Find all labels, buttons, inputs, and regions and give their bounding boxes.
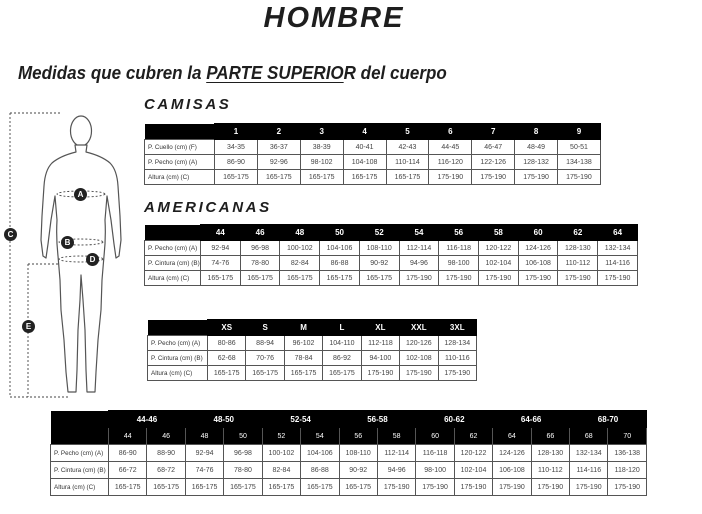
grouped-size-header: 46 <box>147 428 185 445</box>
letters-cell: 94-100 <box>361 351 399 366</box>
letters-row-label: Altura (cm) (C) <box>148 366 208 381</box>
americanas-size-header: 62 <box>558 225 598 241</box>
americanas-size-header: 58 <box>479 225 519 241</box>
marker-d: D <box>86 253 99 266</box>
camisas-size-header: 8 <box>515 124 558 140</box>
grouped-size-header: 50 <box>224 428 262 445</box>
letters-size-header: XS <box>208 320 246 336</box>
body-figure <box>0 105 140 405</box>
grouped-cell: 66-72 <box>109 462 147 479</box>
americanas-row-label: P. Pecho (cm) (A) <box>145 241 201 256</box>
subtitle-post: R del cuerpo <box>343 62 447 83</box>
grouped-size-header: 64 <box>493 428 531 445</box>
camisas-size-header: 9 <box>558 124 601 140</box>
grouped-cell: 74-76 <box>185 462 223 479</box>
americanas-cell: 175-190 <box>558 271 598 286</box>
grouped-cell: 100-102 <box>262 445 300 462</box>
grouped-cell: 175-190 <box>493 479 531 496</box>
letters-cell: 112-118 <box>361 336 399 351</box>
americanas-row <box>145 256 638 271</box>
grouped-cell: 165-175 <box>185 479 223 496</box>
grouped-cell: 98-100 <box>416 462 454 479</box>
camisas-cell: 38-39 <box>300 140 343 155</box>
grouped-cell: 175-190 <box>531 479 569 496</box>
americanas-cell: 78-80 <box>240 256 280 271</box>
letters-row-label: P. Cintura (cm) (B) <box>148 351 208 366</box>
letters-cell: 102-108 <box>400 351 438 366</box>
camisas-cell: 175-190 <box>515 170 558 185</box>
camisas-cell: 44-45 <box>429 140 472 155</box>
americanas-cell: 92-94 <box>201 241 241 256</box>
camisas-size-header: 5 <box>386 124 429 140</box>
group-header: 64-66 <box>493 411 570 428</box>
grouped-cell: 116-118 <box>416 445 454 462</box>
letters-cell: 165-175 <box>284 366 322 381</box>
grouped-size-header: 70 <box>608 428 647 445</box>
grouped-cell: 86-88 <box>301 462 339 479</box>
grouped-size-header: 44 <box>109 428 147 445</box>
letters-cell: 80-86 <box>208 336 246 351</box>
camisas-cell: 134-138 <box>558 155 601 170</box>
grouped-cell: 175-190 <box>608 479 647 496</box>
americanas-cell: 124-126 <box>518 241 558 256</box>
letters-cell: 175-190 <box>438 366 476 381</box>
camisas-cell: 128-132 <box>515 155 558 170</box>
grouped-cell: 175-190 <box>570 479 608 496</box>
camisas-cell: 48-49 <box>515 140 558 155</box>
grouped-cell: 120-122 <box>454 445 492 462</box>
marker-b: B <box>61 236 74 249</box>
grouped-cell: 68-72 <box>147 462 185 479</box>
page-title: HOMBRE <box>263 2 405 34</box>
letters-size-header: XXL <box>400 320 438 336</box>
camisas-cell: 98-102 <box>300 155 343 170</box>
americanas-cell: 74-76 <box>201 256 241 271</box>
grouped-cell: 165-175 <box>262 479 300 496</box>
grouped-cell: 110-112 <box>531 462 569 479</box>
grouped-cell: 165-175 <box>109 479 147 496</box>
grouped-cell: 165-175 <box>301 479 339 496</box>
grouped-cell: 86-90 <box>109 445 147 462</box>
camisas-cell: 175-190 <box>472 170 515 185</box>
subtitle-underline: PARTE SUPERIO <box>206 62 344 83</box>
camisas-cell: 165-175 <box>257 170 300 185</box>
letters-size-header: L <box>323 320 361 336</box>
grouped-size-header: 48 <box>185 428 223 445</box>
americanas-cell: 110-112 <box>558 256 598 271</box>
subtitle-pre: Medidas que cubren la <box>18 62 207 83</box>
grouped-cell: 165-175 <box>224 479 262 496</box>
americanas-size-header: 64 <box>598 225 638 241</box>
letters-row <box>148 351 477 366</box>
group-header: 68-70 <box>570 411 647 428</box>
camisas-row-label: P. Cuello (cm) (F) <box>145 140 215 155</box>
americanas-cell: 96-98 <box>240 241 280 256</box>
grouped-cell: 78-80 <box>224 462 262 479</box>
camisas-size-header: 6 <box>429 124 472 140</box>
camisas-row <box>145 140 601 155</box>
americanas-cell: 108-110 <box>359 241 399 256</box>
letters-cell: 175-190 <box>400 366 438 381</box>
grouped-cell: 175-190 <box>454 479 492 496</box>
americanas-cell: 165-175 <box>359 271 399 286</box>
camisas-cell: 104-108 <box>343 155 386 170</box>
letters-cell: 96-102 <box>284 336 322 351</box>
letters-cell: 110-116 <box>438 351 476 366</box>
marker-e: E <box>22 320 35 333</box>
camisas-cell: 42-43 <box>386 140 429 155</box>
americanas-row-label: Altura (cm) (C) <box>145 271 201 286</box>
grouped-size-header: 54 <box>301 428 339 445</box>
americanas-size-header: 54 <box>399 225 439 241</box>
camisas-cell: 122-126 <box>472 155 515 170</box>
camisas-cell: 110-114 <box>386 155 429 170</box>
grouped-size-header: 66 <box>531 428 569 445</box>
camisas-row-label: P. Pecho (cm) (A) <box>145 155 215 170</box>
grouped-cell: 132-134 <box>570 445 608 462</box>
americanas-row <box>145 241 638 256</box>
camisas-cell: 86-90 <box>215 155 258 170</box>
camisas-cell: 116-120 <box>429 155 472 170</box>
grouped-cell: 165-175 <box>339 479 377 496</box>
letters-cell: 165-175 <box>246 366 284 381</box>
letters-cell: 70-76 <box>246 351 284 366</box>
letters-cell: 88-94 <box>246 336 284 351</box>
americanas-cell: 90-92 <box>359 256 399 271</box>
camisas-title: CAMISAS <box>144 96 232 113</box>
grouped-cell: 165-175 <box>147 479 185 496</box>
americanas-cell: 94-96 <box>399 256 439 271</box>
americanas-cell: 104-106 <box>320 241 360 256</box>
grouped-cell: 90-92 <box>339 462 377 479</box>
grouped-cell: 96-98 <box>224 445 262 462</box>
grouped-cell: 82-84 <box>262 462 300 479</box>
camisas-table <box>144 123 601 185</box>
americanas-cell: 116-118 <box>439 241 479 256</box>
subtitle <box>18 62 447 84</box>
figure-body <box>41 145 121 392</box>
group-header: 56-58 <box>339 411 416 428</box>
americanas-size-header: 60 <box>518 225 558 241</box>
camisas-cell: 165-175 <box>215 170 258 185</box>
group-header: 48-50 <box>185 411 262 428</box>
americanas-cell: 106-108 <box>518 256 558 271</box>
americanas-cell: 120-122 <box>479 241 519 256</box>
camisas-size-header: 4 <box>343 124 386 140</box>
americanas-title: AMERICANAS <box>144 199 272 216</box>
americanas-size-header: 56 <box>439 225 479 241</box>
grouped-cell: 102-104 <box>454 462 492 479</box>
grouped-size-header: 58 <box>377 428 415 445</box>
americanas-cell: 98-100 <box>439 256 479 271</box>
letters-size-header: S <box>246 320 284 336</box>
letters-cell: 120-126 <box>400 336 438 351</box>
letters-cell: 175-190 <box>361 366 399 381</box>
letters-cell: 86-92 <box>323 351 361 366</box>
americanas-cell: 112-114 <box>399 241 439 256</box>
letters-cell: 165-175 <box>208 366 246 381</box>
grouped-cell: 104-106 <box>301 445 339 462</box>
letters-row-label: P. Pecho (cm) (A) <box>148 336 208 351</box>
grouped-row-label: Altura (cm) (C) <box>51 479 109 496</box>
americanas-cell: 165-175 <box>320 271 360 286</box>
letters-size-header: XL <box>361 320 399 336</box>
grouped-cell: 128-130 <box>531 445 569 462</box>
grouped-row-label: P. Pecho (cm) (A) <box>51 445 109 462</box>
letters-cell: 104-110 <box>323 336 361 351</box>
americanas-cell: 100-102 <box>280 241 320 256</box>
camisas-row <box>145 170 601 185</box>
americanas-table <box>144 224 638 286</box>
letter-sizes-table <box>147 319 477 381</box>
grouped-sizes-table <box>50 410 647 496</box>
grouped-cell: 136-138 <box>608 445 647 462</box>
marker-c: C <box>4 228 17 241</box>
camisas-cell: 92-96 <box>257 155 300 170</box>
grouped-cell: 124-126 <box>493 445 531 462</box>
grouped-cell: 92-94 <box>185 445 223 462</box>
grouped-row <box>51 462 647 479</box>
americanas-size-header: 48 <box>280 225 320 241</box>
grouped-cell: 114-116 <box>570 462 608 479</box>
americanas-cell: 175-190 <box>598 271 638 286</box>
camisas-cell: 165-175 <box>343 170 386 185</box>
camisas-cell: 165-175 <box>386 170 429 185</box>
americanas-cell: 175-190 <box>518 271 558 286</box>
group-header: 44-46 <box>109 411 186 428</box>
grouped-row <box>51 445 647 462</box>
americanas-size-header: 52 <box>359 225 399 241</box>
americanas-cell: 82-84 <box>280 256 320 271</box>
grouped-cell: 118-120 <box>608 462 647 479</box>
group-header: 52-54 <box>262 411 339 428</box>
grouped-size-header: 52 <box>262 428 300 445</box>
americanas-cell: 114-116 <box>598 256 638 271</box>
grouped-size-header: 56 <box>339 428 377 445</box>
camisas-cell: 50-51 <box>558 140 601 155</box>
camisas-cell: 175-190 <box>558 170 601 185</box>
grouped-cell: 108-110 <box>339 445 377 462</box>
letters-size-header: 3XL <box>438 320 476 336</box>
camisas-size-header: 2 <box>257 124 300 140</box>
camisas-size-header: 7 <box>472 124 515 140</box>
camisas-cell: 34-35 <box>215 140 258 155</box>
letters-cell: 165-175 <box>323 366 361 381</box>
camisas-cell: 40-41 <box>343 140 386 155</box>
marker-a: A <box>74 188 87 201</box>
grouped-cell: 175-190 <box>416 479 454 496</box>
grouped-size-header: 62 <box>454 428 492 445</box>
camisas-size-header: 3 <box>300 124 343 140</box>
americanas-cell: 175-190 <box>479 271 519 286</box>
letters-cell: 78-84 <box>284 351 322 366</box>
americanas-cell: 165-175 <box>201 271 241 286</box>
letters-row <box>148 366 477 381</box>
americanas-cell: 86-88 <box>320 256 360 271</box>
camisas-cell: 36-37 <box>257 140 300 155</box>
americanas-row <box>145 271 638 286</box>
grouped-size-header: 68 <box>570 428 608 445</box>
camisas-cell: 165-175 <box>300 170 343 185</box>
group-header: 60-62 <box>416 411 493 428</box>
camisas-row <box>145 155 601 170</box>
americanas-cell: 165-175 <box>280 271 320 286</box>
letters-size-header: M <box>284 320 322 336</box>
americanas-size-header: 46 <box>240 225 280 241</box>
camisas-cell: 175-190 <box>429 170 472 185</box>
figure-head <box>71 116 92 146</box>
grouped-cell: 88-90 <box>147 445 185 462</box>
grouped-cell: 112-114 <box>377 445 415 462</box>
grouped-row-label: P. Cintura (cm) (B) <box>51 462 109 479</box>
grouped-size-header: 60 <box>416 428 454 445</box>
americanas-cell: 128-130 <box>558 241 598 256</box>
camisas-size-header: 1 <box>215 124 258 140</box>
americanas-row-label: P. Cintura (cm) (B) <box>145 256 201 271</box>
grouped-row <box>51 479 647 496</box>
americanas-cell: 175-190 <box>439 271 479 286</box>
grouped-cell: 175-190 <box>377 479 415 496</box>
grouped-cell: 94-96 <box>377 462 415 479</box>
letters-cell: 128-134 <box>438 336 476 351</box>
americanas-size-header: 50 <box>320 225 360 241</box>
americanas-cell: 165-175 <box>240 271 280 286</box>
camisas-cell: 46-47 <box>472 140 515 155</box>
americanas-cell: 175-190 <box>399 271 439 286</box>
camisas-row-label: Altura (cm) (C) <box>145 170 215 185</box>
letters-cell: 62-68 <box>208 351 246 366</box>
americanas-cell: 132-134 <box>598 241 638 256</box>
americanas-cell: 102-104 <box>479 256 519 271</box>
grouped-cell: 106-108 <box>493 462 531 479</box>
letters-row <box>148 336 477 351</box>
americanas-size-header: 44 <box>201 225 241 241</box>
